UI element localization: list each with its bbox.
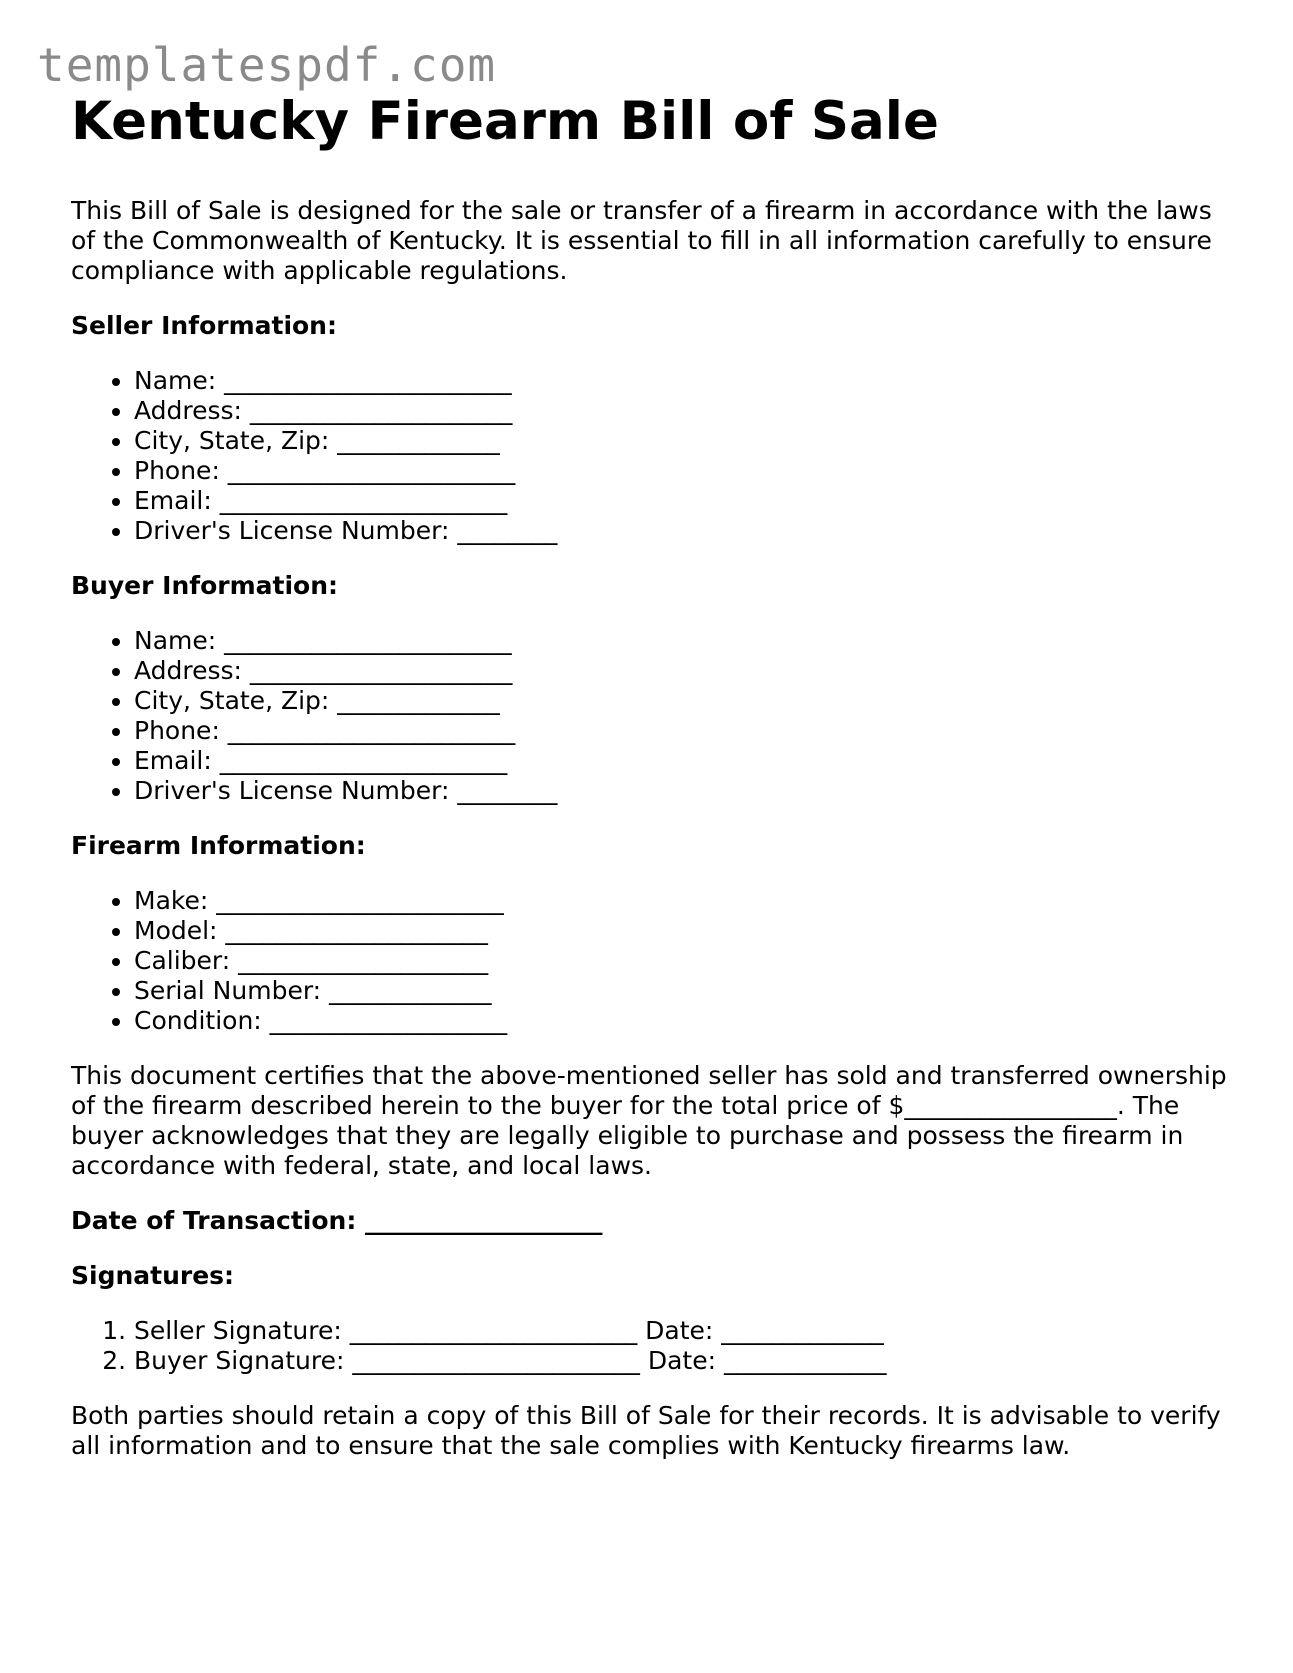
firearm-heading: Firearm Information: — [71, 831, 366, 860]
buyer-heading: Buyer Information: — [71, 571, 339, 600]
buyer-phone-field[interactable]: • Phone: _______________________ — [134, 716, 1231, 746]
buyer-address-field[interactable]: • Address: _____________________ — [134, 656, 1231, 686]
seller-fields — [71, 366, 1231, 546]
seller-signature-field[interactable]: 1. Seller Signature: _______________________ Date: _____________ — [134, 1316, 1231, 1346]
seller-city-state-zip-field[interactable]: • City, State, Zip: _____________ — [134, 426, 1231, 456]
buyer-fields — [71, 626, 1231, 806]
buyer-signature-field[interactable]: 2. Buyer Signature: _______________________ Date: _____________ — [134, 1346, 1231, 1376]
buyer-city-state-zip-field[interactable]: • City, State, Zip: _____________ — [134, 686, 1231, 716]
firearm-make-field[interactable]: • Make: _______________________ — [134, 886, 1231, 916]
seller-license-field[interactable]: • Driver's License Number: ________ — [134, 516, 1231, 546]
firearm-fields — [71, 886, 1231, 1036]
seller-name-field[interactable]: • Name: _______________________ — [134, 366, 1231, 396]
buyer-email-field[interactable]: • Email: _______________________ — [134, 746, 1231, 776]
buyer-name-field[interactable]: • Name: _______________________ — [134, 626, 1231, 656]
document — [71, 86, 1231, 1461]
firearm-condition-field[interactable]: • Condition: ___________________ — [134, 1006, 1231, 1036]
certification-paragraph: This document certifies that the above-mentioned seller has sold and transferred ownership of the firearm described herein to the buyer for the total price of $_________________. The buyer acknowledges that they are legally eligible to purchase and possess the firearm in accordance with federal, state, and local laws. — [71, 1061, 1227, 1180]
seller-heading: Seller Information: — [71, 311, 337, 340]
watermark: templatespdf.com — [37, 38, 497, 92]
signatures-heading: Signatures: — [71, 1261, 235, 1290]
seller-address-field[interactable]: • Address: _____________________ — [134, 396, 1231, 426]
seller-email-field[interactable]: • Email: _______________________ — [134, 486, 1231, 516]
intro-paragraph: This Bill of Sale is designed for the sale or transfer of a firearm in accordance with the laws of the Commonwealth of Kentucky. It is essential to fill in all information carefully to ensure compliance with applicable regulations. — [71, 196, 1212, 285]
firearm-serial-field[interactable]: • Serial Number: _____________ — [134, 976, 1231, 1006]
closing-paragraph: Both parties should retain a copy of this Bill of Sale for their records. It is advisable to verify all information and to ensure that the sale complies with Kentucky firearms law. — [71, 1401, 1221, 1460]
date-of-transaction-field[interactable]: Date of Transaction: ___________________ — [71, 1206, 603, 1235]
buyer-license-field[interactable]: • Driver's License Number: ________ — [134, 776, 1231, 806]
firearm-caliber-field[interactable]: • Caliber: ____________________ — [134, 946, 1231, 976]
page-title: Kentucky Firearm Bill of Sale — [71, 91, 939, 152]
seller-phone-field[interactable]: • Phone: _______________________ — [134, 456, 1231, 486]
firearm-model-field[interactable]: • Model: _____________________ — [134, 916, 1231, 946]
signature-list — [71, 1316, 1231, 1376]
